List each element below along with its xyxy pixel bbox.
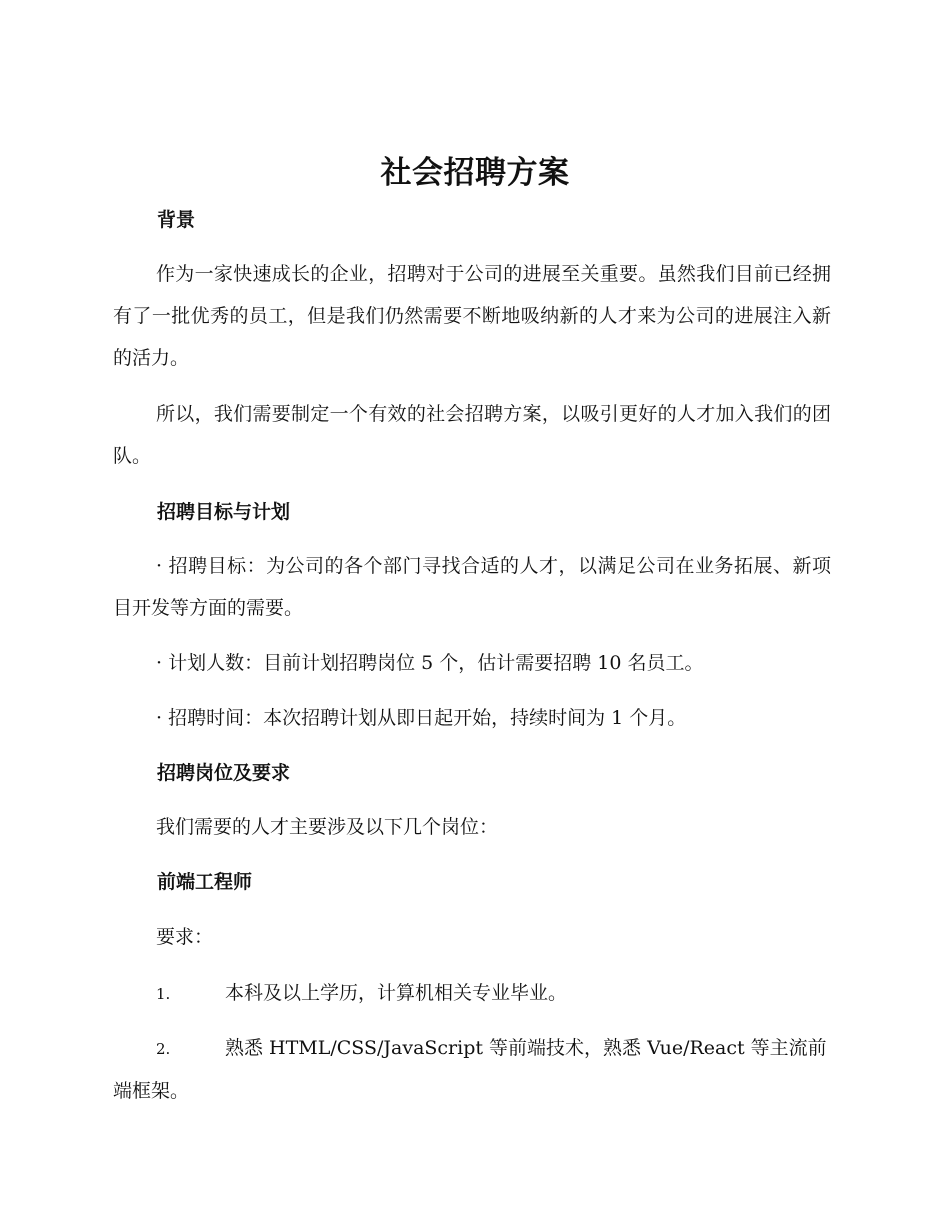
document-title: 社会招聘方案 xyxy=(380,155,570,191)
requirement-item xyxy=(113,972,831,1015)
background-paragraph-1: 作为一家快速成长的企业，招聘对于公司的进展至关重要。虽然我们目前已经拥有了一批优秀的员工，但是我们仍然需要不断地吸纳新的人才来为公司的进展注入新的活力。 xyxy=(113,263,831,369)
section-heading-background: 背景 xyxy=(157,209,196,231)
goals-bullet-headcount: · 计划人数：目前计划招聘岗位 5 个，估计需要招聘 10 名员工。 xyxy=(156,652,704,674)
section-heading-positions: 招聘岗位及要求 xyxy=(157,762,291,784)
requirement-text: 本科及以上学历，计算机相关专业毕业。 xyxy=(225,982,568,1004)
requirement-number: 2. xyxy=(156,1040,171,1058)
requirement-number: 1. xyxy=(156,985,171,1003)
section-heading-goals: 招聘目标与计划 xyxy=(157,501,291,523)
goals-bullet-timeline: · 招聘时间：本次招聘计划从即日起开始，持续时间为 1 个月。 xyxy=(156,707,687,729)
background-paragraph-2: 所以，我们需要制定一个有效的社会招聘方案，以吸引更好的人才加入我们的团队。 xyxy=(113,403,831,467)
position-heading-frontend: 前端工程师 xyxy=(157,871,253,893)
goals-bullet-target: · 招聘目标：为公司的各个部门寻找合适的人才，以满足公司在业务拓展、新项目开发等方面的需要。 xyxy=(113,555,831,619)
requirement-item xyxy=(113,1027,831,1112)
positions-intro: 我们需要的人才主要涉及以下几个岗位： xyxy=(156,816,499,838)
requirements-label: 要求： xyxy=(156,926,214,948)
requirement-text: 熟悉 HTML/CSS/JavaScript 等前端技术，熟悉 Vue/React 等主流前端框架。 xyxy=(113,1037,827,1102)
